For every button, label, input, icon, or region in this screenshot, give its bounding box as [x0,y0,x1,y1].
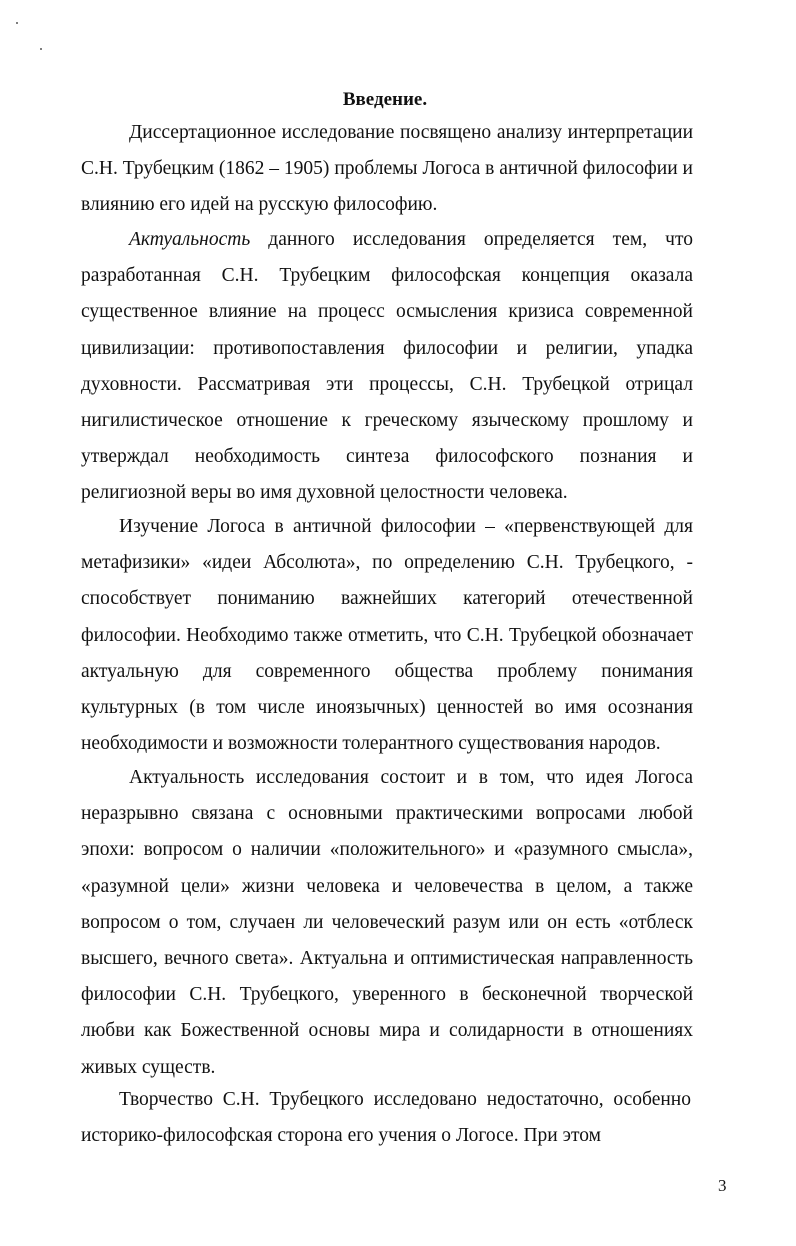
scan-speck [16,22,18,24]
relevance-term: Актуальность [129,229,251,250]
paragraph-relevance-2-text: Актуальность исследования состоит и в том, что идея Логоса неразрывно связана с основными практическими вопросами любой эпохи: вопросом о наличии «положительного» и «разумного смысла», «разумной цели» жизни человека и человечества в целом, а также вопросом о том, случаен ли человеческий разум или он есть «отблеск высшего, вечного света». Актуальна и оптимистическая направленность философии С.Н. Трубецкого, уверенного в бесконечной творческой любви как Божественной основы мира и солидарности в отношениях живых существ. [81,767,693,1078]
paragraph-research-gap [81,1082,691,1154]
paragraph-relevance [81,222,693,512]
section-heading: Введение. [342,89,428,110]
paragraph-logos-study-text: Изучение Логоса в античной философии – «первенствующей для метафизики» «идеи Абсолюта», по определению С.Н. Трубецкого, - способствует пониманию важнейших категорий отечественной философии. Необходимо также отметить, что С.Н. Трубецкой обозначает актуальную для современного общества проблему понимания культурных (в том числе иноязычных) ценностей во имя осознания необходимости и возможности толерантного существования народов. [81,516,693,755]
paragraph-relevance-2 [81,760,693,1086]
paragraph-intro [81,115,693,224]
paragraph-relevance-text: данного исследования определяется тем, что разработанная С.Н. Трубецким философская концепция оказала существенное влияние на процесс осмысления кризиса современной цивилизации: противопоставления философии и религии, упадка духовности. Рассматривая эти процессы, С.Н. Трубецкой отрицал нигилистическое отношение к греческому языческому прошлому и утверждал необходимость синтеза философского познания и религиозной веры во имя духовной целостности человека. [81,229,693,504]
scan-speck [40,48,42,50]
paragraph-logos-study [81,509,693,762]
page-number: 3 [718,1176,727,1195]
paragraph-intro-text: Диссертационное исследование посвящено анализу интерпретации С.Н. Трубецким (1862 – 1905) проблемы Логоса в античной философии и влиянию его идей на русскую философию. [81,122,693,216]
paragraph-research-gap-text: Творчество С.Н. Трубецкого исследовано недостаточно, особенно историко-философская сторона его учения о Логосе. При этом [81,1089,691,1147]
